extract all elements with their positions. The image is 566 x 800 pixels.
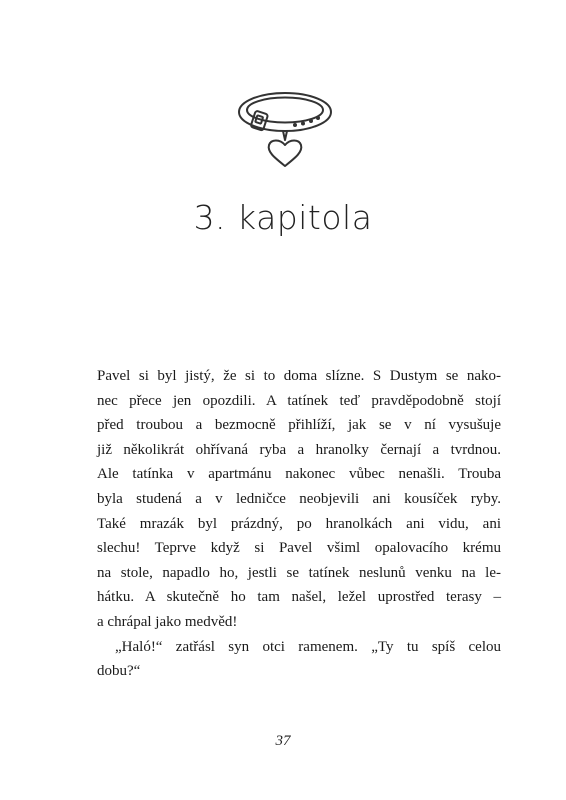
text-line: a chrápal jako medvěd! — [97, 613, 238, 630]
text-line: byla studená a v ledničce neobjevili ani kousíček ryby. — [97, 490, 501, 507]
text-line: na stole, napadlo ho, jestli se tatínek neslunů venku na le- — [97, 564, 501, 581]
page-number: 37 — [275, 733, 291, 749]
text-line: Pavel si byl jistý, že si to doma slízne. S Dustym se nako- — [97, 368, 501, 384]
text-line: Ale tatínka v apartmánu nakonec vůbec nenašli. Trouba — [97, 466, 501, 483]
body-text — [97, 364, 501, 684]
text-line: již několikrát ohřívaná ryba a hranolky černají a tvrdnou. — [97, 441, 501, 458]
text-line: nec přece jen opozdili. A tatínek teď pravděpodobně stojí — [97, 392, 501, 409]
collar-with-heart-tag-icon — [235, 82, 335, 178]
text-line: před troubou a bezmocně přihlíží, jak se v ní vysušuje — [97, 417, 501, 434]
chapter-title: 3. kapitola — [193, 198, 373, 237]
text-line: „Haló!“ zatřásl syn otci ramenem. „Ty tu spíš celou — [115, 638, 501, 655]
text-line: hátku. A skutečně ho tam našel, ležel uprostřed terasy – — [97, 589, 501, 606]
text-line: slechu! Teprve když si Pavel všiml opalovacího krému — [97, 540, 501, 557]
text-line: Také mrazák byl prázdný, po hranolkách ani vidu, ani — [97, 515, 501, 532]
text-line: dobu?“ — [97, 663, 141, 680]
